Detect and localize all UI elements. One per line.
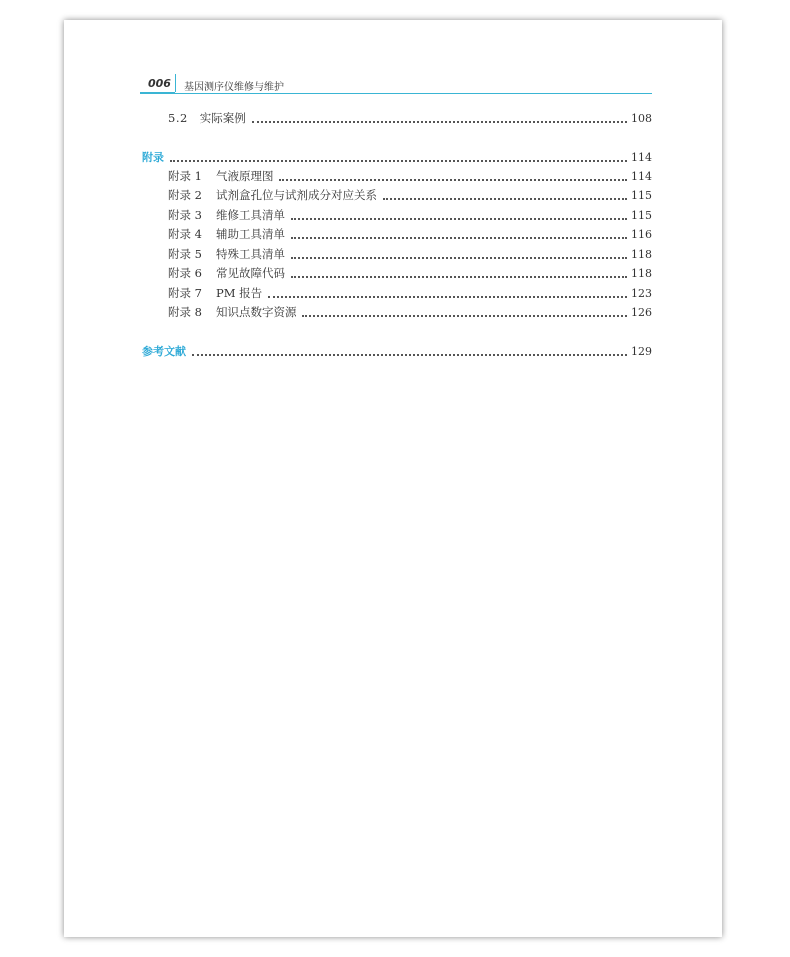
toc-entry-label xyxy=(142,168,273,184)
toc-page-number: 129 xyxy=(631,344,652,358)
appendix-title: 辅助工具清单 xyxy=(215,227,285,241)
appendix-title: 常见故障代码 xyxy=(215,266,285,280)
header-page-number: 006 xyxy=(148,77,171,90)
toc-entry-label xyxy=(142,246,285,262)
dot-leader xyxy=(291,275,627,278)
toc-entry-appendix-8[interactable] xyxy=(142,304,652,320)
toc-entry-appendix-7[interactable] xyxy=(142,285,652,301)
section-title: 实际案例 xyxy=(199,111,246,125)
dot-leader xyxy=(170,159,627,162)
appendix-title: 维修工具清单 xyxy=(215,208,285,222)
toc-entry-label xyxy=(142,285,262,301)
toc-entry-appendix[interactable] xyxy=(142,149,652,165)
dot-leader xyxy=(302,314,627,317)
appendix-number: 附录 4 xyxy=(168,227,202,241)
dot-leader xyxy=(279,178,627,181)
toc-entry-appendix-5[interactable] xyxy=(142,246,652,262)
toc-entry-label xyxy=(142,110,246,126)
chapter-title: 附录 xyxy=(142,151,164,164)
header-book-title: 基因测序仪维修与维护 xyxy=(184,82,284,93)
toc-page-number: 115 xyxy=(631,208,652,222)
toc-page-number: 123 xyxy=(631,286,652,300)
appendix-number: 附录 1 xyxy=(168,169,202,183)
toc-entry-label xyxy=(142,187,377,203)
appendix-title: PM 报告 xyxy=(215,286,263,300)
toc-page-number: 114 xyxy=(631,169,652,183)
toc-entry-appendix-6[interactable] xyxy=(142,265,652,281)
toc-page-number: 118 xyxy=(631,266,652,280)
appendix-title: 知识点数字资源 xyxy=(215,305,297,319)
toc-page-number: 108 xyxy=(631,111,652,125)
dot-leader xyxy=(383,197,627,200)
dot-leader xyxy=(192,353,627,356)
dot-leader xyxy=(291,236,627,239)
toc-entry-appendix-3[interactable] xyxy=(142,207,652,223)
chapter-title: 参考文献 xyxy=(142,345,186,358)
toc-page-number: 114 xyxy=(631,150,652,164)
dot-leader xyxy=(291,256,627,259)
running-header xyxy=(140,74,652,94)
toc-entry-section-5-2[interactable] xyxy=(142,110,652,126)
toc-entry-label xyxy=(142,304,296,320)
dot-leader xyxy=(252,120,627,123)
toc-entry-references[interactable] xyxy=(142,343,652,359)
toc-page-number: 115 xyxy=(631,188,652,202)
header-separator xyxy=(175,74,176,92)
appendix-number: 附录 6 xyxy=(168,266,202,280)
toc-page-number: 126 xyxy=(631,305,652,319)
dot-leader xyxy=(291,217,627,220)
appendix-number: 附录 7 xyxy=(168,286,202,300)
toc-entry-appendix-2[interactable] xyxy=(142,187,652,203)
section-number: 5.2 xyxy=(168,111,188,125)
header-rule xyxy=(140,93,652,94)
appendix-number: 附录 3 xyxy=(168,208,202,222)
appendix-title: 气液原理图 xyxy=(215,169,274,183)
toc-entry-label xyxy=(142,226,285,242)
toc-entry-appendix-1[interactable] xyxy=(142,168,652,184)
toc-page-number: 118 xyxy=(631,247,652,261)
toc-entry-label xyxy=(142,207,285,223)
appendix-number: 附录 5 xyxy=(168,247,202,261)
dot-leader xyxy=(268,295,627,298)
appendix-title: 特殊工具清单 xyxy=(215,247,285,261)
toc-page-number: 116 xyxy=(631,227,652,241)
appendix-number: 附录 2 xyxy=(168,188,202,202)
toc-entry-label xyxy=(142,265,285,281)
appendix-number: 附录 8 xyxy=(168,305,202,319)
toc-entry-appendix-4[interactable] xyxy=(142,226,652,242)
appendix-title: 试剂盒孔位与试剂成分对应关系 xyxy=(215,188,377,202)
document-page xyxy=(64,20,722,937)
